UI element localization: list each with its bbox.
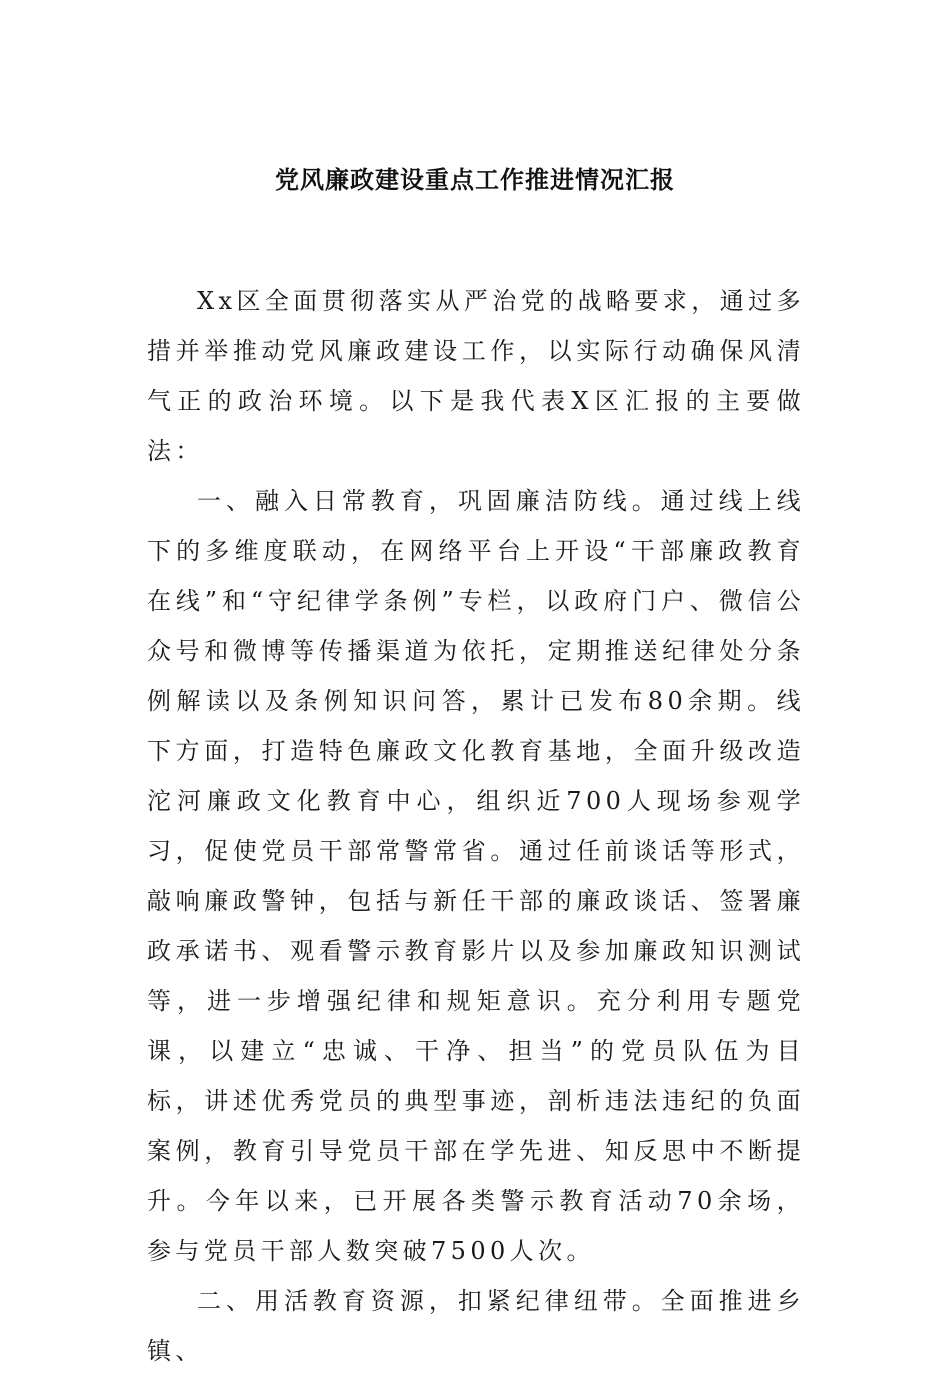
document-title: 党风廉政建设重点工作推进情况汇报 bbox=[275, 166, 675, 194]
paragraph-section-one: 一、融入日常教育，巩固廉洁防线。通过线上线下的多维度联动，在网络平台上开设“干部廉政教育在线”和“守纪律学条例”专栏，以政府门户、微信公众号和微博等传播渠道为依托，定期推送纪律处分条例解读以及条例知识问答，累计已发布80余期。线下方面，打造特色廉政文化教育基地，全面升级改造沱河廉政文化教育中心，组织近700人现场参观学习，促使党员干部常警常省。通过任前谈话等形式，敲响廉政警钟，包括与新任干部的廉政谈话、签署廉政承诺书、观看警示教育影片以及参加廉政知识测试等，进一步增强纪律和规矩意识。充分利用专题党课，以建立“忠诚、干净、担当”的党员队伍为目标，讲述优秀党员的典型事迹，剖析违法违纪的负面案例，教育引导党员干部在学先进、知反思中不断提升。今年以来，已开展各类警示教育活动70余场，参与党员干部人数突破7500人次。 bbox=[147, 487, 805, 1265]
document-body bbox=[147, 276, 805, 1376]
paragraph-intro: Xx区全面贯彻落实从严治党的战略要求，通过多措并举推动党风廉政建设工作，以实际行动确保风清气正的政治环境。以下是我代表X区汇报的主要做法： bbox=[147, 287, 805, 465]
paragraph-section-two: 二、用活教育资源，扣紧纪律纽带。全面推进乡镇、 bbox=[147, 1287, 805, 1365]
